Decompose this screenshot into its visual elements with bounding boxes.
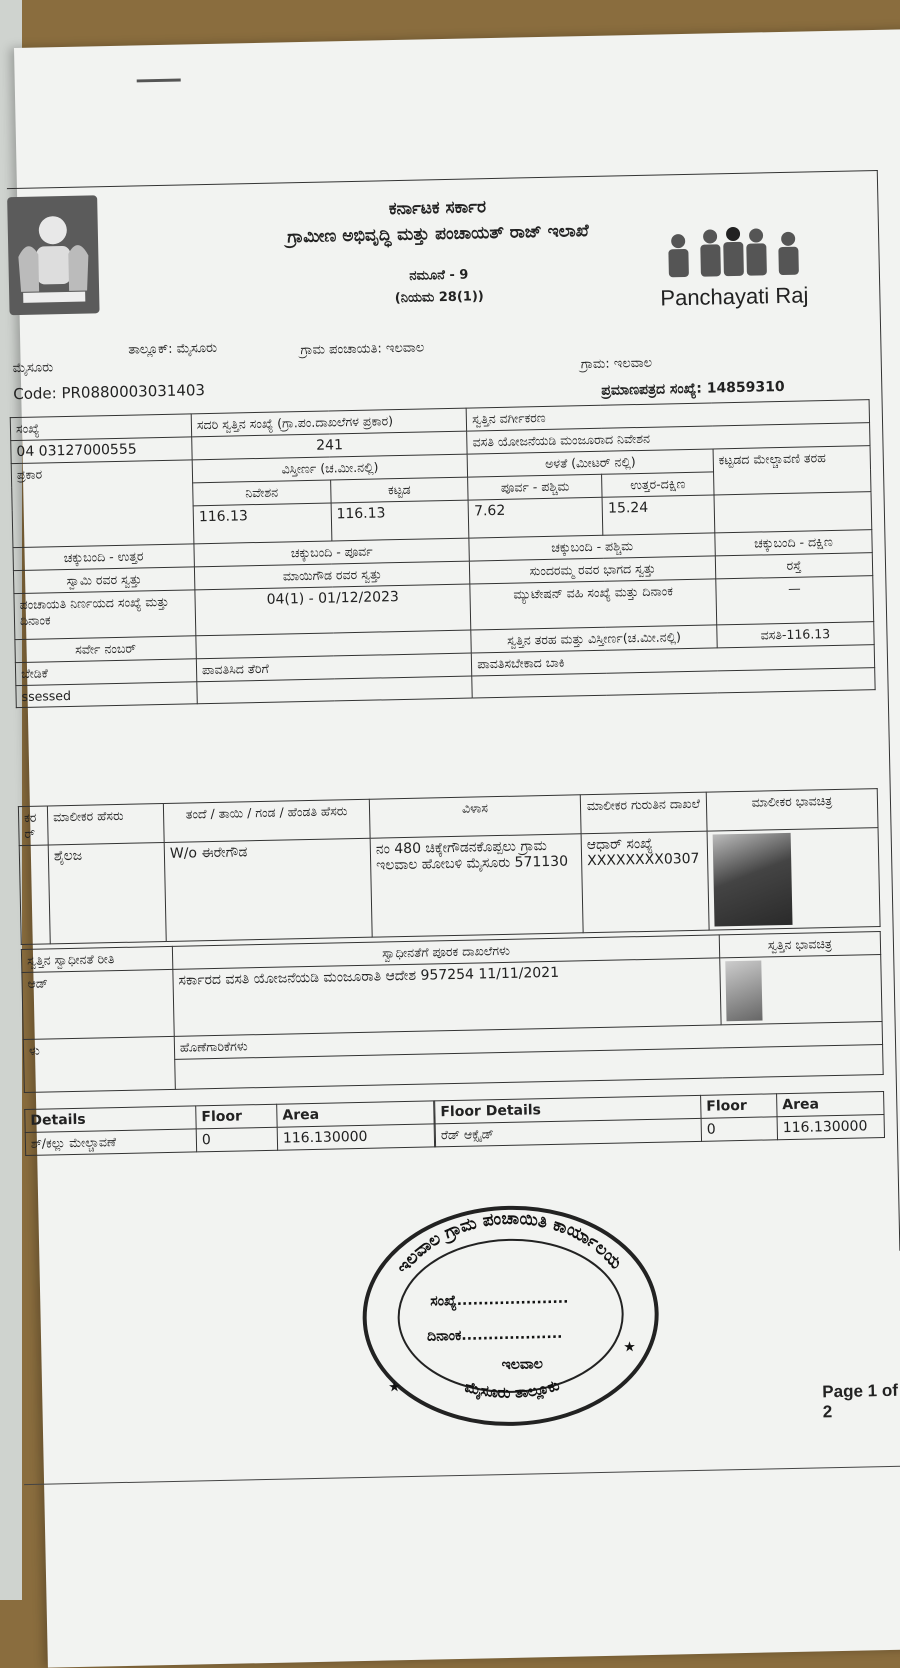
north-south-label: ಉತ್ತರ-ದಕ್ಷಿಣ (602, 472, 714, 497)
west-boundary-label: ಚಕ್ಕುಬಂದಿ - ಪಶ್ಚಿಮ (469, 533, 715, 561)
form-number: ನಮೂನೆ - 9 (409, 267, 469, 284)
asset-area-value: ವಸತಿ-116.13 (717, 622, 875, 648)
east-boundary-label: ಚಕ್ಕುಬಂದಿ - ಪೂರ್ವ (194, 538, 470, 567)
relation-value: W/o ಈರೇಗೌಡ (164, 838, 372, 941)
floor-label: Floor (196, 1104, 277, 1129)
staple-mark (137, 79, 181, 83)
panchayati-raj-logo (658, 224, 810, 311)
property-id: 04 03127000555 (11, 437, 192, 464)
north-boundary-label: ಚಕ್ಕುಬಂದಿ - ಉತ್ತರ (13, 544, 194, 571)
floor-value-2: 0 (701, 1117, 777, 1142)
supporting-docs-label: ಸ್ವಾಧೀನತೆಗೆ ಪೂರಕ ದಾಖಲೆಗಳು (172, 935, 719, 969)
govt-title: ಕರ್ನಾಟಕ ಸರ್ಕಾರ (388, 197, 487, 220)
karnataka-emblem-icon (7, 195, 99, 315)
owner-id-document: ಆಧಾರ್ ಸಂಖ್ಯೆ XXXXXXXX0307 (581, 831, 709, 933)
paid-tax-label: ಪಾವತಿಸಿದ ತೆರಿಗೆ (196, 653, 472, 682)
owner-id-label: ಮಾಲೀಕರ ಗುರುತಿನ ದಾಖಲೆ (580, 792, 707, 834)
seal-number-line: ಸಂಖ್ಯೆ..................... (430, 1290, 569, 1310)
seal-ring-text: ಇಲವಾಲ ಗ್ರಾಮ ಪಂಚಾಯಿತಿ ಕಾರ್ಯಾಲಯ (393, 1208, 626, 1278)
mutation-label: ಮ್ಯುಟೇಷನ್ ವಹಿ ಸಂಖ್ಯೆ ಮತ್ತು ದಿನಾಂಕ (470, 579, 716, 630)
mutation-value: — (716, 576, 874, 625)
floor-details-table (434, 1091, 885, 1147)
id-label: ಸಂಖ್ಯೆ (10, 414, 191, 441)
star-icon: ★ (387, 1379, 401, 1396)
left-label: ಳು (23, 1036, 175, 1092)
floor-details-label: Floor Details (435, 1095, 701, 1124)
department-title: ಗ್ರಾಮೀಣ ಅಭಿವೃದ್ಧಿ ಮತ್ತು ಪಂಚಾಯತ್ ರಾಜ್ ಇಲಾಖೆ (287, 221, 589, 248)
resolution-label: ಪಂಚಾಯತಿ ನಿರ್ಣಯದ ಸಂಖ್ಯೆ ಮತ್ತು ದಿನಾಂಕ (14, 590, 196, 640)
roof-value (714, 492, 872, 533)
asset-photo-label: ಸ್ವತ್ತಿನ ಭಾವಚಿತ್ರ (719, 932, 880, 958)
certificate-form (7, 170, 900, 1422)
owner-table (18, 788, 881, 945)
logo-text: Panchayati Raj (660, 282, 809, 311)
owner-address: ನಂ 480 ಚಿಕ್ಕೇಗೌಡನಕೊಪ್ಪಲು ಗ್ರಾಮ ಇಲವಾಲ ಹೋಬಳಿ ಮೈಸೂರು 571130 (370, 834, 583, 937)
certificate-number: ಪ್ರಮಾಣಪತ್ರದ ಸಂಖ್ಯೆ: 14859310 (601, 378, 785, 399)
classification-value: ವಸತಿ ಯೋಜನೆಯಡಿ ಮಂಜೂರಾದ ನಿವೇಶನ (467, 423, 870, 454)
roof-details-table (24, 1100, 435, 1156)
survey-label: ಸರ್ವೇ ನಂಬರ್ (15, 636, 196, 663)
district: ಮೈಸೂರು (12, 360, 54, 377)
address-label: ವಿಳಾಸ (369, 795, 581, 838)
classification-label: ಸ್ವತ್ತಿನ ವರ್ಗೀಕರಣ (466, 400, 869, 431)
site-area: 116.13 (193, 503, 331, 544)
seal-bottom-text: ಮೈಸೂರು ತಾಲ್ಲೂಕು (463, 1375, 562, 1402)
asset-photo-cell (720, 955, 882, 1025)
balance-label: ಪಾವತಿಸಬೇಕಾದ ಬಾಕಿ (472, 645, 875, 676)
owner-name: ಶೈಲಜ (48, 843, 166, 944)
star-icon: ★ (623, 1339, 637, 1356)
building-area: 116.13 (331, 500, 469, 541)
area-label: ವಿಸ್ತೀರ್ಣ (ಚ.ಮೀ.ನಲ್ಲಿ) (192, 454, 468, 483)
east-west-label: ಪೂರ್ವ - ಪಶ್ಚಿಮ (468, 474, 602, 500)
asset-photo (725, 961, 762, 1022)
north-south-value: 15.24 (602, 495, 714, 535)
south-boundary-label: ಚಕ್ಕುಬಂದಿ - ದಕ್ಷಿಣ (715, 530, 873, 556)
site-label: ನಿವೇಶನ (193, 480, 331, 506)
north-boundary: ಸ್ವಾಮಿ ರವರ ಸ್ವತ್ತು (13, 567, 194, 594)
page-number: Page 1 of 2 (822, 1380, 899, 1422)
people-icon (658, 224, 809, 281)
owner-photo-label: ಮಾಲೀಕರ ಭಾವಚಿತ್ರ (706, 789, 878, 832)
svg-text:ಮೈಸೂರು ತಾಲ್ಲೂಕು (462, 1376, 562, 1404)
rule-number: (ನಿಯಮ 28(1)) (394, 289, 484, 307)
serial-label: ಕರ ರ್ (18, 806, 48, 846)
area-value: 116.130000 (277, 1124, 434, 1150)
details-label: Details (25, 1106, 196, 1133)
floor-label-2: Floor (701, 1094, 777, 1119)
south-boundary: ರಸ್ತೆ (715, 553, 873, 579)
property-code: Code: PR0880003031403 (13, 381, 206, 404)
owner-name-label: ಮಾಲೀಕರ ಹೆಸರು (47, 804, 164, 845)
roof-label: ಕಟ್ಟಡದ ಮೇಲ್ಚಾವಣಿ ತರಹ (713, 446, 871, 495)
paid-tax-value (197, 676, 473, 704)
serial-value (19, 845, 50, 945)
west-boundary: ಸುಂದರಮ್ಮ ರವರ ಭಾಗದ ಸ್ವತ್ತು (470, 556, 716, 584)
area-value-2: 116.130000 (777, 1115, 884, 1140)
possession-mode-label: ಸ್ವತ್ತಿನ ಸ್ವಾಧೀನತೆ ರೀತಿ (21, 946, 172, 972)
relation-label: ತಂದೆ / ತಾಯಿ / ಗಂಡ / ಹೆಂಡತಿ ಹೆಸರು (163, 799, 370, 842)
area-label-2: Area (777, 1092, 884, 1117)
owner-photo-cell (707, 828, 880, 931)
sanction-order: ಸರ್ಕಾರದ ವಸತಿ ಯೋಜನೆಯಡಿ ಮಂಜೂರಾತಿ ಆದೇಶ 957254 11/11/2021 (173, 958, 721, 1036)
owner-photo (713, 833, 793, 927)
village: ಗ್ರಾಮ: ಇಲವಾಲ (580, 355, 653, 373)
demand-label: ಬೇಡಿಕೆ (15, 659, 196, 686)
asset-number-label: ಸದರಿ ಸ್ವತ್ತಿನ ಸಂಖ್ಯೆ (ಗ್ರಾ.ಪಂ.ದಾಖಲೆಗಳ ಪ್ರಕಾರ) (191, 408, 467, 437)
building-label: ಕಟ್ಟಡ (330, 477, 468, 503)
assessed-text: ssessed (16, 682, 197, 708)
footer-divider (24, 1465, 900, 1485)
liabilities-label: ಹೊಣೆಗಾರಿಕೆಗಳು (174, 1022, 882, 1060)
type-label: ಪ್ರಕಾರ (11, 460, 194, 548)
resolution-value: 04(1) - 01/12/2023 (195, 584, 471, 636)
roof-type: ಶ್/ಕಲ್ಲು ಮೇಲ್ಚಾವಣೆ (25, 1129, 196, 1156)
area-label: Area (277, 1101, 434, 1127)
order-label: ಆಡ್ (22, 969, 174, 1039)
seal-date-line: ದಿನಾಂಕ................... (426, 1325, 563, 1345)
east-boundary: ಮಾಯಿಗೌಡ ರವರ ಸ್ವತ್ತು (194, 561, 470, 590)
panchayat-seal (358, 1201, 663, 1432)
asset-number: 241 (192, 431, 468, 460)
east-west-value: 7.62 (468, 497, 603, 538)
gram-panchayat: ಗ್ರಾಮ ಪಂಚಾಯತಿ: ಇಲವಾಲ (300, 340, 425, 359)
property-details-table (10, 399, 876, 708)
dimension-label: ಅಳತೆ (ಮೀಟರ್ ನಲ್ಲಿ) (467, 449, 713, 477)
seal-place: ಇಲವಾಲ (501, 1356, 544, 1374)
document-page (14, 29, 900, 1668)
taluk: ತಾಲ್ಲೂಕ್: ಮೈಸೂರು (128, 340, 218, 358)
floor-value: 0 (196, 1127, 277, 1152)
asset-area-label: ಸ್ವತ್ತಿನ ತರಹ ಮತ್ತು ವಿಸ್ತೀರ್ಣ(ಚ.ಮೀ.ನಲ್ಲಿ) (471, 625, 717, 653)
floor-type: ರೆಡ್ ಆಕ್ಸೈಡ್ (435, 1118, 701, 1147)
possession-table (21, 931, 884, 1093)
